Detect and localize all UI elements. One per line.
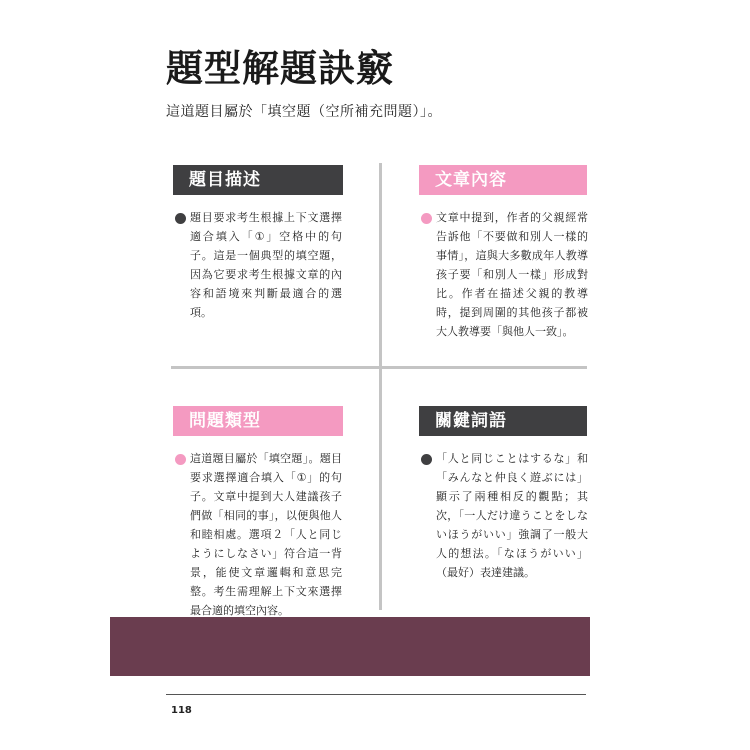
section-heading-content: 文章內容 bbox=[419, 165, 587, 195]
vertical-divider bbox=[379, 163, 382, 610]
section-text-content: 文章中提到，作者的父親經常告訴他「不要做和別人一樣的事情」，這與大多數成年人教導孩子要「和別人一樣」形成對比。作者在描述父親的教導時，提到周圍的其他孩子都被大人教導要「與他人一致」。 bbox=[436, 211, 588, 338]
section-text-description: 題目要求考生根據上下文選擇適合填入「①」空格中的句子。這是一個典型的填空題，因為它要求考生根據文章的內容和語境來判斷最適合的選項。 bbox=[190, 211, 342, 319]
bullet-dot-icon bbox=[175, 213, 186, 224]
section-text-type: 這道題目屬於「填空題」。題目要求選擇適合填入「①」的句子。文章中提到大人建議孩子們做「相同的事」，以便與他人和睦相處。選項２「人と同じようにしなさい」符合這一背景，能使文章邏輯和意思完整。考生需理解上下文來選擇最合適的填空內容。 bbox=[190, 452, 342, 617]
footer-rule bbox=[166, 694, 586, 695]
page-number: 118 bbox=[171, 705, 192, 716]
bullet-dot-icon bbox=[421, 213, 432, 224]
horizontal-divider bbox=[171, 366, 587, 369]
section-heading-type: 問題類型 bbox=[173, 406, 343, 436]
section-heading-description: 題目描述 bbox=[173, 165, 343, 195]
bullet-dot-icon bbox=[175, 454, 186, 465]
section-text-keywords: 「人と同じことはするな」和「みんなと仲良く遊ぶには」顯示了兩種相反的觀點；其次，「一人だけ違うことをしないほうがいい」強調了一般大人的想法。「なほうがいい」（最好）表達建議。 bbox=[436, 452, 588, 579]
page-subtitle: 這道題目屬於「填空題（空所補充問題）」。 bbox=[166, 104, 442, 120]
bullet-dot-icon bbox=[421, 454, 432, 465]
section-heading-keywords: 關鍵詞語 bbox=[419, 406, 587, 436]
page-title: 題型解題訣竅 bbox=[166, 47, 394, 90]
footer-color-band bbox=[110, 617, 590, 676]
